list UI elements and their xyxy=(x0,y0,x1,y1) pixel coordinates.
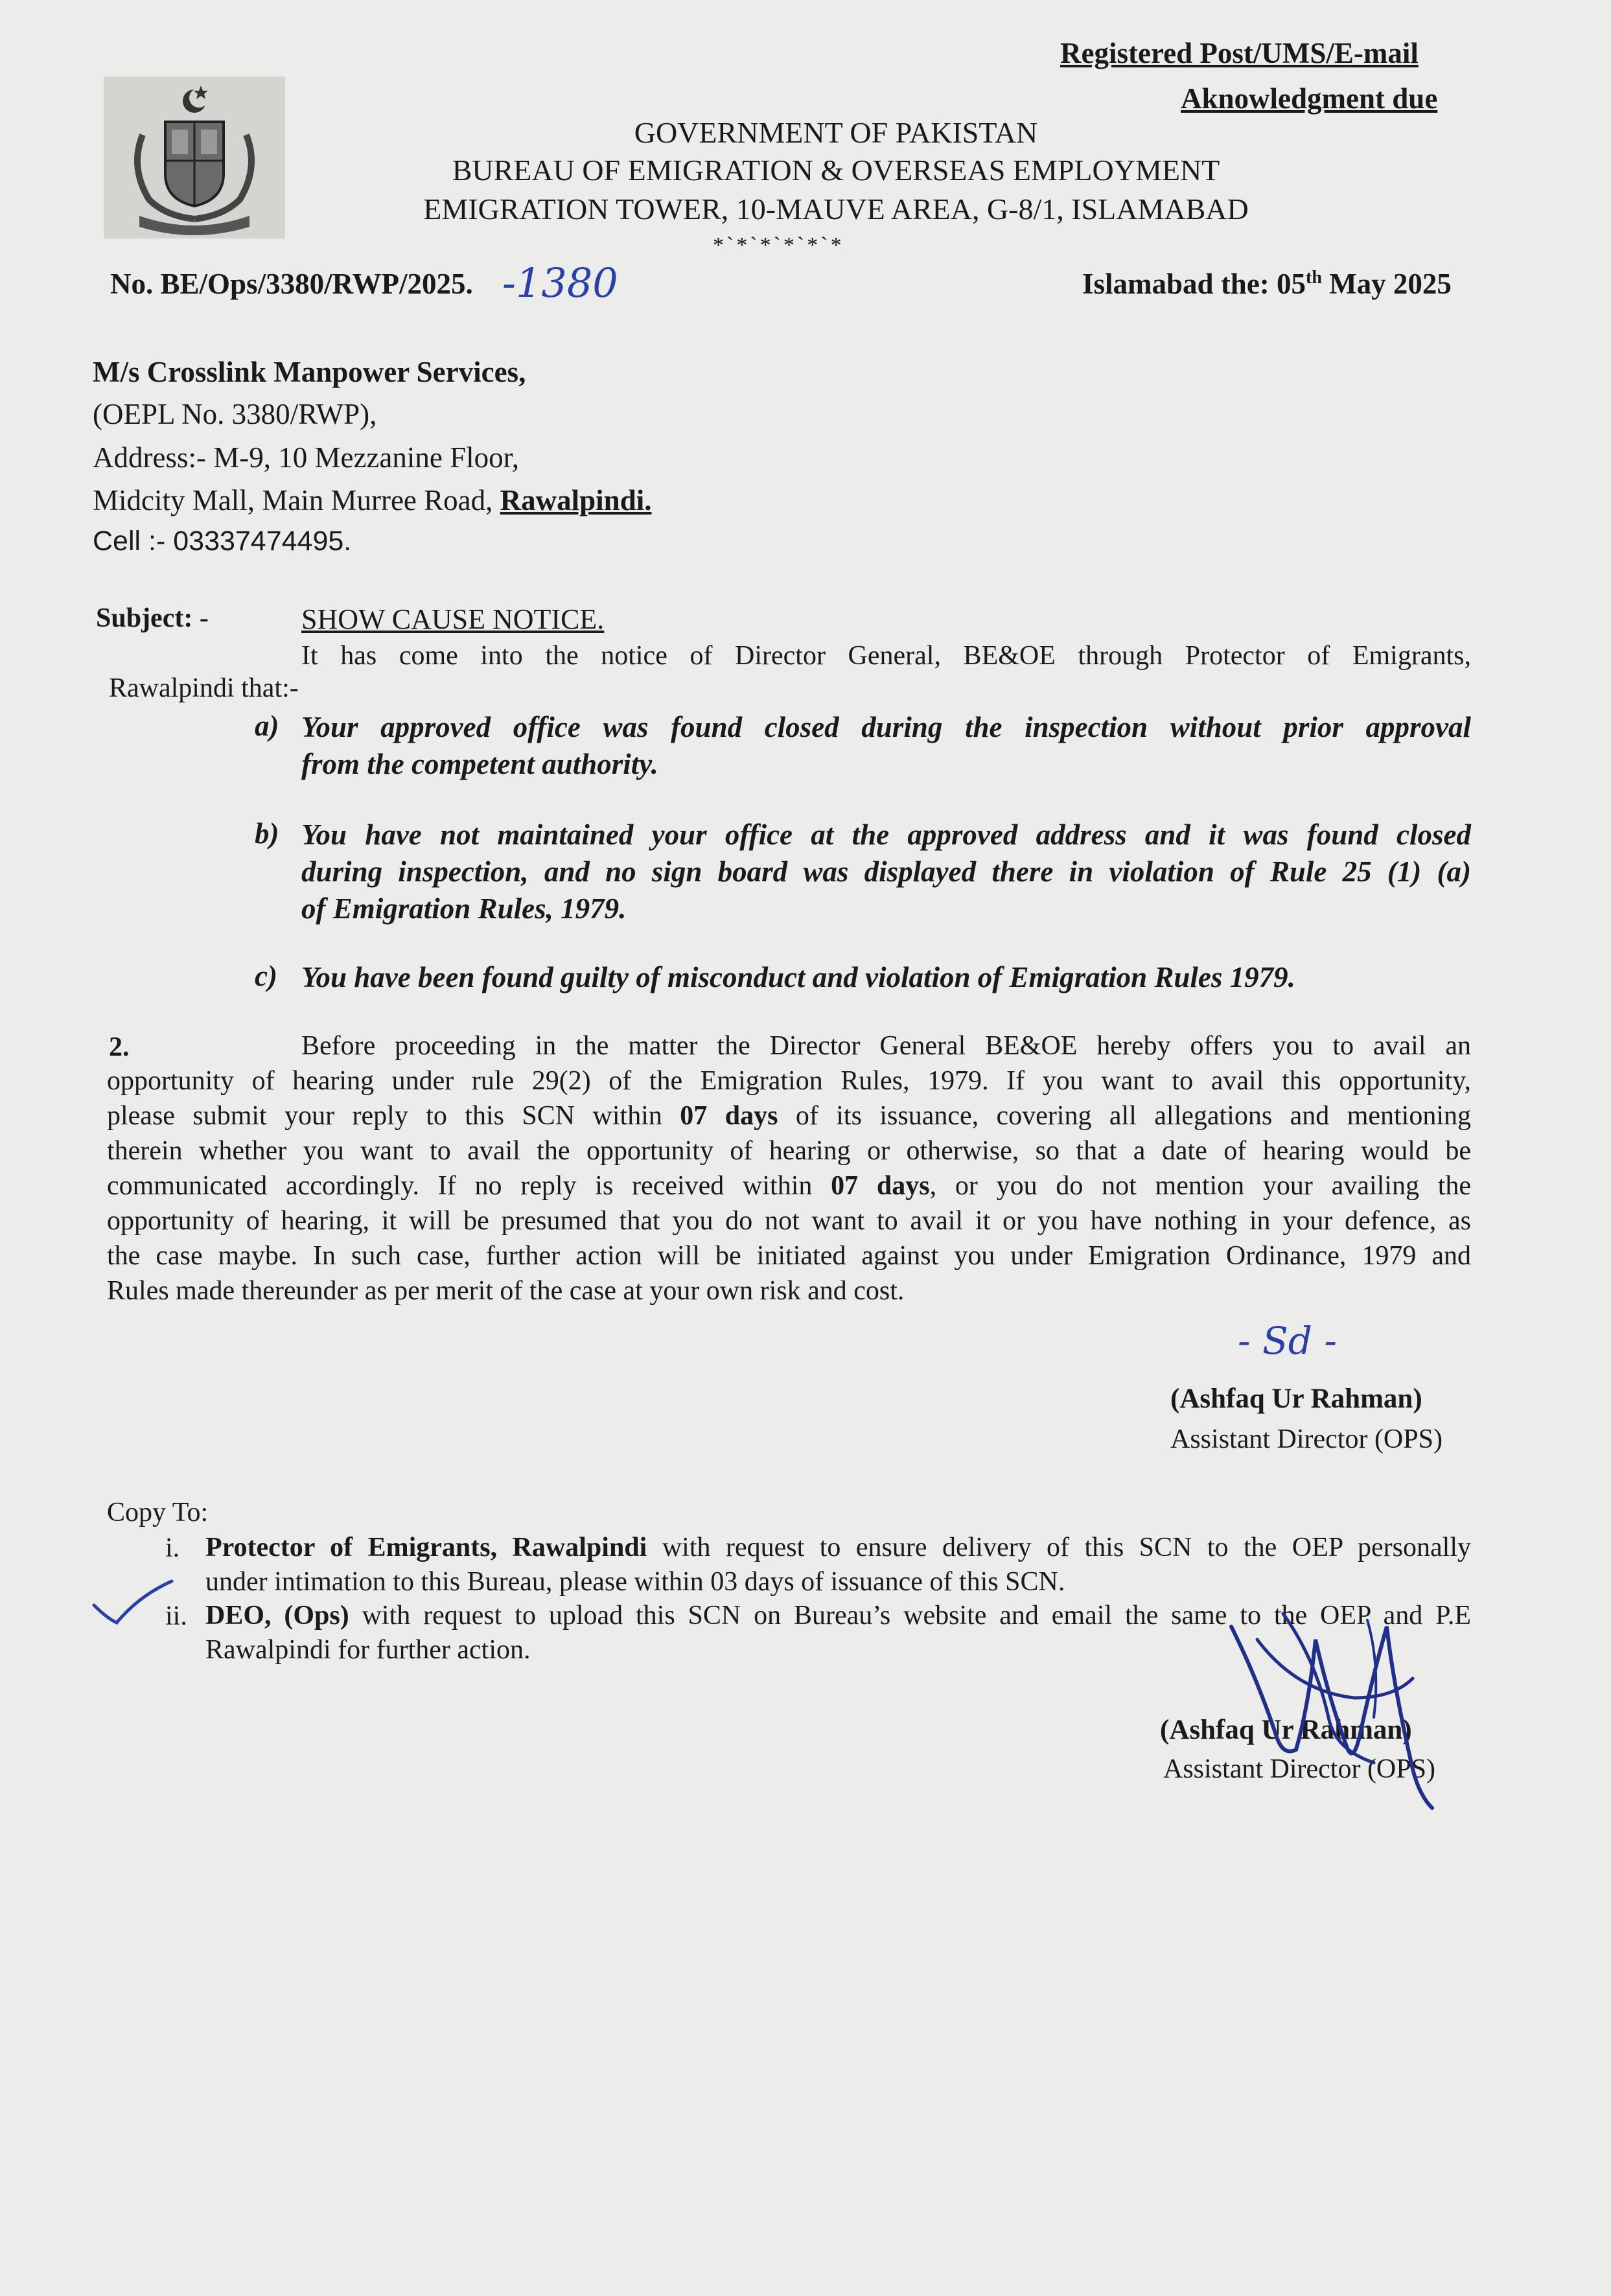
addressee-cell: Cell :- 03337474495. xyxy=(93,526,352,557)
signatory-title: Assistant Director (OPS) xyxy=(1170,1424,1443,1454)
copy-item-1-line-1: Protector of Emigrants, Rawalpindi with request to ensure delivery of this SCN to the OEP personally xyxy=(205,1533,1471,1562)
reference-number: No. BE/Ops/3380/RWP/2025. xyxy=(110,268,473,300)
allegation-a-label: a) xyxy=(255,710,279,742)
intro-line-1: It has come into the notice of Director General, BE&OE through Protector of Emigrants, xyxy=(301,641,1471,671)
allegation-c-label: c) xyxy=(255,960,277,992)
copy-item-2-line-2: Rawalpindi for further action. xyxy=(205,1635,531,1665)
government-title: GOVERNMENT OF PAKISTAN xyxy=(634,116,1038,149)
intro-line-2: Rawalpindi that:- xyxy=(109,673,299,703)
allegation-a-line-1: Your approved office was found closed during the inspection without prior approval xyxy=(301,711,1471,743)
paragraph-2-line-5: communicated accordingly. If no reply is received within 07 days, or you do not mention your availing the xyxy=(107,1171,1472,1201)
copy-item-1-number: i. xyxy=(165,1533,180,1563)
paragraph-2-line-1: Before proceeding in the matter the Director General BE&OE hereby offers you to avail an xyxy=(301,1031,1471,1061)
copy-item-2-line-1: DEO, (Ops) with request to upload this SCN on Bureau’s website and email the same to the OEP and P.E xyxy=(205,1601,1472,1630)
letter-date: Islamabad the: 05th May 2025 xyxy=(1082,268,1452,300)
signatory-name: (Ashfaq Ur Rahman) xyxy=(1170,1384,1422,1414)
emblem-icon xyxy=(104,76,285,238)
handwritten-sd-mark: - Sd - xyxy=(1238,1319,1337,1363)
allegation-c-line-1: You have been found guilty of misconduct and violation of Emigration Rules 1979. xyxy=(301,961,1295,993)
paragraph-2-line-7: the case maybe. In such case, further action will be initiated against you under Emigration Ordinance, 1979 and xyxy=(107,1241,1471,1271)
paragraph-2-line-4: therein whether you want to avail the opportunity of hearing or otherwise, so that a date of hearing would be xyxy=(107,1136,1471,1166)
paragraph-2-line-6: opportunity of hearing, it will be presumed that you do not want to avail it or you have nothing in your defence, as xyxy=(107,1206,1471,1236)
copy-signatory-title: Assistant Director (OPS) xyxy=(1163,1754,1435,1784)
acknowledgment-note: Aknowledgment due xyxy=(1181,82,1438,115)
subject-text: SHOW CAUSE NOTICE. xyxy=(301,603,605,635)
addressee-license: (OEPL No. 3380/RWP), xyxy=(93,398,377,430)
allegation-b-line-3: of Emigration Rules, 1979. xyxy=(301,892,627,925)
delivery-mode: Registered Post/UMS/E-mail xyxy=(1060,37,1419,69)
bureau-address: EMIGRATION TOWER, 10-MAUVE AREA, G-8/1, ISLAMABAD xyxy=(423,192,1249,226)
addressee-name: M/s Crosslink Manpower Services, xyxy=(93,356,526,388)
addressee-address-1: Address:- M-9, 10 Mezzanine Floor, xyxy=(93,441,520,474)
paragraph-2-line-3: please submit your reply to this SCN within 07 days of its issuance, covering all allegations and mentioning xyxy=(107,1101,1472,1131)
addressee-city: Rawalpindi. xyxy=(500,484,652,516)
copy-signatory-name: (Ashfaq Ur Rahman) xyxy=(1160,1715,1412,1745)
copy-to-label: Copy To: xyxy=(107,1498,209,1527)
paragraph-2-line-8: Rules made thereunder as per merit of the case at your own risk and cost. xyxy=(107,1276,905,1306)
header-divider-stars: *`*`*`*`*`* xyxy=(713,233,844,257)
allegation-b-label: b) xyxy=(255,817,279,850)
allegation-b-line-2: during inspection, and no sign board was displayed there in violation of Rule 25 (1) (a) xyxy=(301,855,1471,888)
allegation-a-line-2: from the competent authority. xyxy=(301,748,658,780)
addressee-address-2: Midcity Mall, Main Murree Road, Rawalpindi. xyxy=(93,484,652,516)
bureau-title: BUREAU OF EMIGRATION & OVERSEAS EMPLOYMENT xyxy=(452,154,1220,187)
handwritten-reference: -1380 xyxy=(502,259,618,307)
paragraph-2-number: 2. xyxy=(109,1032,130,1062)
paragraph-2-line-2: opportunity of hearing under rule 29(2) of the Emigration Rules, 1979. If you want to avail this opportunity, xyxy=(107,1066,1471,1096)
copy-item-2-number: ii. xyxy=(165,1601,187,1631)
copy-item-1-line-2: under intimation to this Bureau, please within 03 days of issuance of this SCN. xyxy=(205,1567,1065,1597)
handwritten-signature xyxy=(1218,1601,1465,1815)
allegation-b-line-1: You have not maintained your office at the approved address and it was found closed xyxy=(301,818,1471,851)
subject-label: Subject: - xyxy=(96,603,209,633)
